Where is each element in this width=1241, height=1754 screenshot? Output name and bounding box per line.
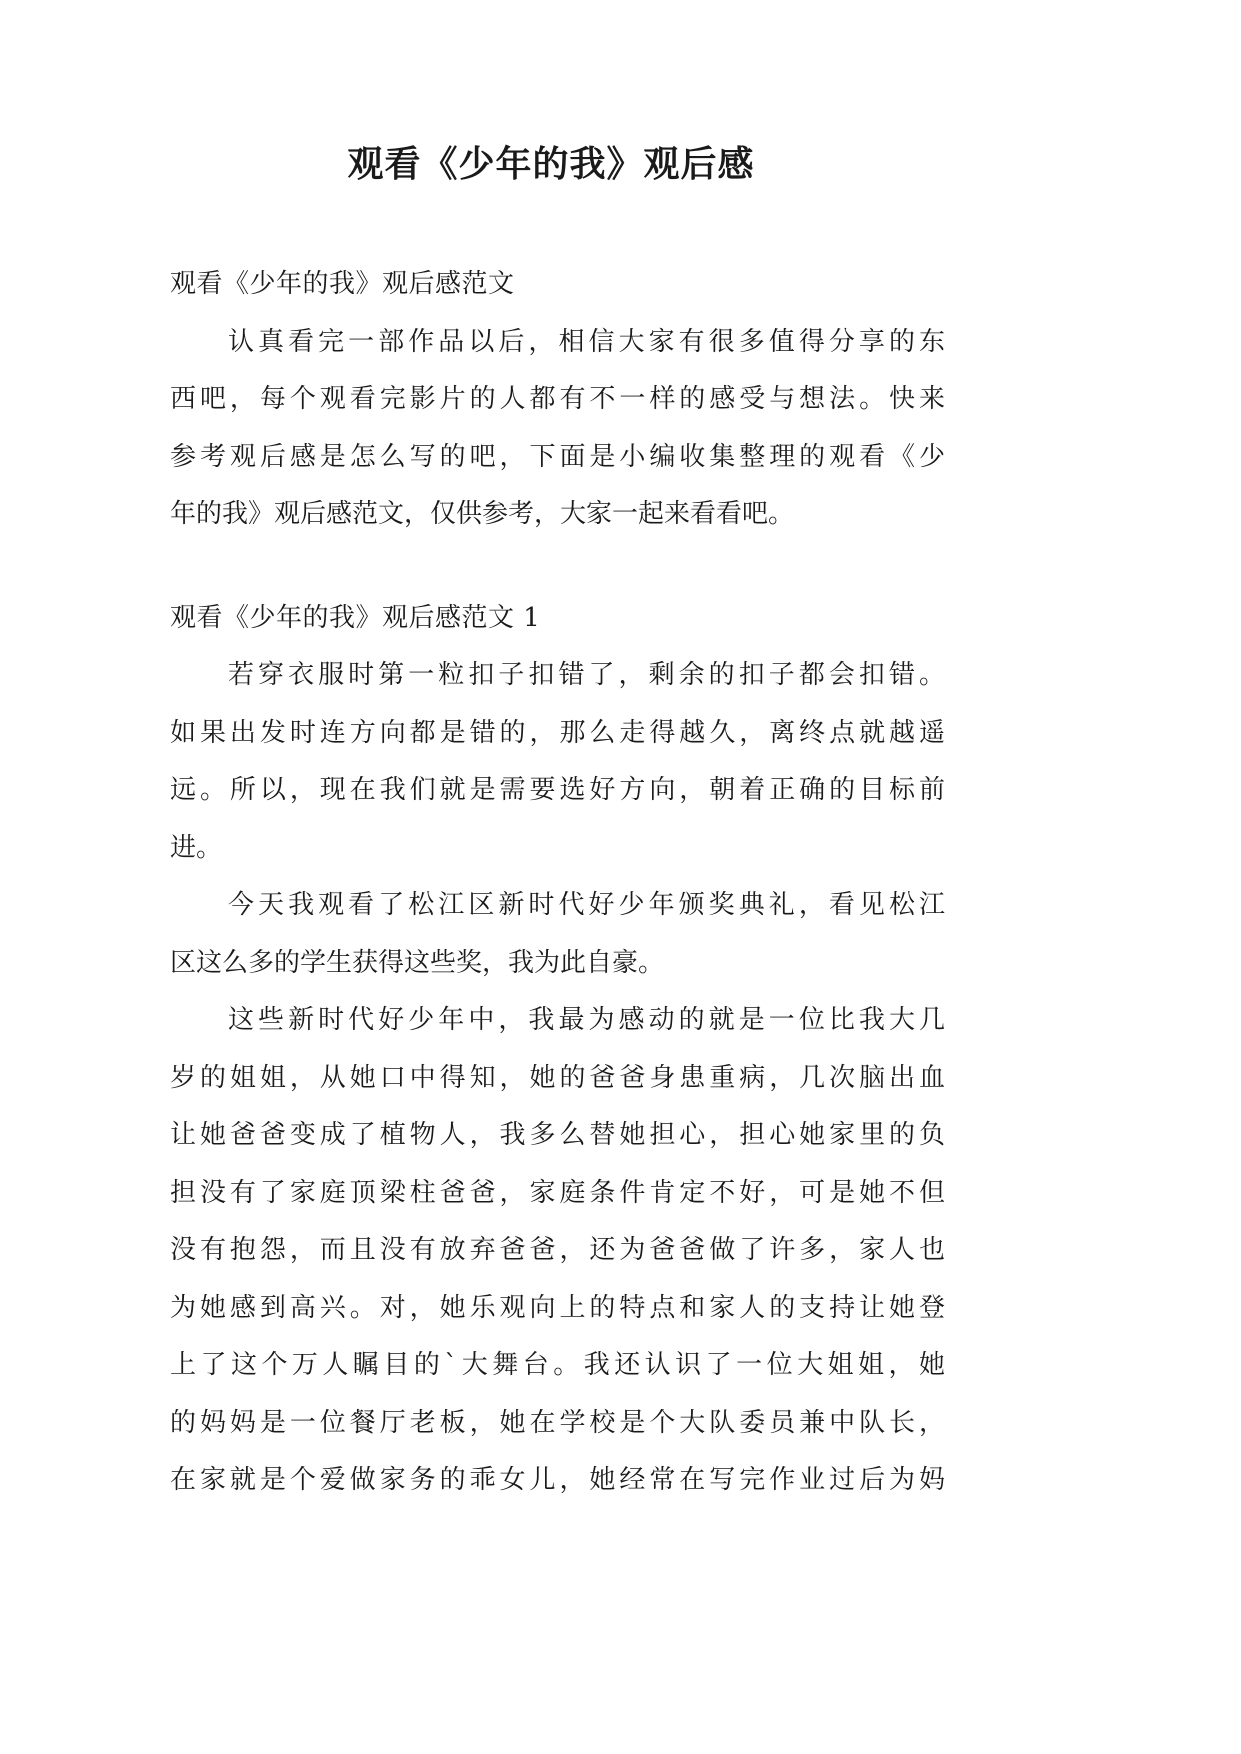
- intro-heading: 观看《少年的我》观后感范文: [170, 269, 515, 299]
- paragraph-line: 区这么多的学生获得这些奖，我为此自豪。: [170, 947, 665, 978]
- paragraph-2: [170, 877, 945, 992]
- section-heading: 观看《少年的我》观后感范文 1: [170, 602, 541, 633]
- paragraph-line: 西吧，每个观看完影片的人都有不一样的感受与想法。快来: [170, 384, 945, 414]
- paragraph-1: [170, 647, 945, 877]
- paragraph-3: [170, 992, 945, 1510]
- paragraph-line: 这些新时代好少年中，我最为感动的就是一位比我大几: [228, 1005, 945, 1035]
- paragraph-line: 若穿衣服时第一粒扣子扣错了，剩余的扣子都会扣错。: [228, 660, 945, 690]
- paragraph-line: 认真看完一部作品以后，相信大家有很多值得分享的东: [228, 326, 945, 357]
- paragraph-line: 在家就是个爱做家务的乖女儿，她经常在写完作业过后为妈: [170, 1465, 945, 1495]
- paragraph-line: 远。所以，现在我们就是需要选好方向，朝着正确的目标前: [170, 775, 945, 805]
- paragraph-line: 参考观后感是怎么写的吧，下面是小编收集整理的观看《少: [170, 441, 945, 472]
- paragraph-line: 进。: [170, 832, 223, 863]
- paragraph-line: 如果出发时连方向都是错的，那么走得越久，离终点就越遥: [170, 717, 945, 748]
- section-spacer: [170, 544, 945, 590]
- paragraph-line: 年的我》观后感范文，仅供参考，大家一起来看看吧。: [170, 499, 795, 529]
- document-body: [170, 256, 945, 1510]
- intro-paragraph: [170, 314, 945, 544]
- paragraph-line: 上了这个万人瞩目的`大舞台。我还认识了一位大姐姐，她: [170, 1350, 945, 1380]
- paragraph-line: 今天我观看了松江区新时代好少年颁奖典礼，看见松江: [228, 890, 945, 920]
- paragraph-line: 的妈妈是一位餐厅老板，她在学校是个大队委员兼中队长，: [170, 1407, 945, 1438]
- paragraph-line: 没有抱怨，而且没有放弃爸爸，还为爸爸做了许多，家人也: [170, 1235, 945, 1265]
- paragraph-line: 担没有了家庭顶梁柱爸爸，家庭条件肯定不好，可是她不但: [170, 1177, 945, 1208]
- paragraph-line: 为她感到高兴。对，她乐观向上的特点和家人的支持让她登: [170, 1292, 945, 1323]
- paragraph-line: 岁的姐姐，从她口中得知，她的爸爸身患重病，几次脑出血: [170, 1062, 945, 1093]
- paragraph-line: 让她爸爸变成了植物人，我多么替她担心，担心她家里的负: [170, 1120, 945, 1150]
- document-title: 观看《少年的我》观后感: [347, 143, 755, 185]
